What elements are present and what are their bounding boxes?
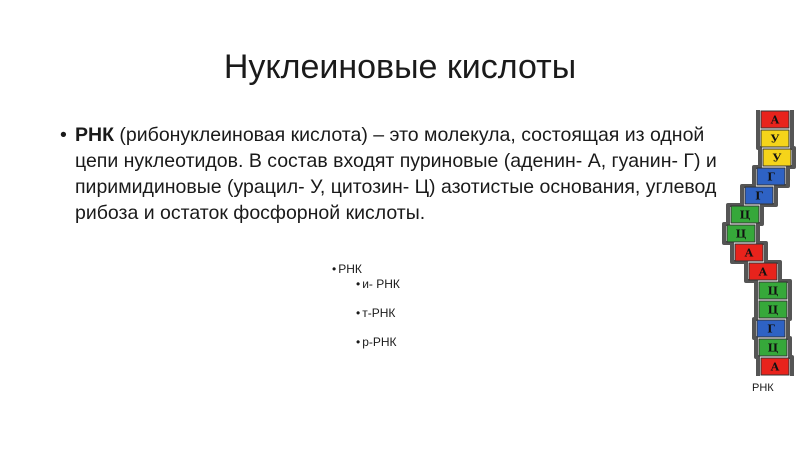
- nucleotide-11: [759, 301, 787, 318]
- nucleotide-2: [761, 130, 789, 147]
- sub-bullet-label: РНК: [338, 262, 362, 276]
- main-bullet: [60, 122, 740, 226]
- nucleotide-1: [761, 111, 789, 128]
- nucleotide-letter: У: [770, 132, 780, 146]
- nucleotide-8: [735, 244, 763, 261]
- nucleotide-6: [731, 206, 759, 223]
- nucleotide-4: [757, 168, 785, 185]
- nucleotide-letter: Г: [767, 170, 775, 184]
- strand-backbone-left: [724, 110, 760, 376]
- sub-bullet-label: и- РНК: [362, 277, 400, 291]
- nucleotide-letter: Ц: [739, 208, 751, 222]
- bullet-dot-icon: •: [356, 277, 361, 291]
- nucleotide-letter: А: [744, 246, 754, 260]
- nucleotide-letter: А: [770, 360, 780, 374]
- nucleotide-10: [759, 282, 787, 299]
- nucleotide-14: [761, 358, 789, 375]
- bullet-term: РНК: [75, 124, 114, 146]
- nucleotide-letter: Ц: [735, 227, 747, 241]
- rna-strand-illustration: [715, 105, 800, 380]
- bullet-dot-icon: •: [60, 124, 67, 146]
- sub-bullet-trna: [356, 306, 395, 320]
- nucleotide-letter: Ц: [767, 341, 779, 355]
- strand-caption: РНК: [752, 382, 774, 394]
- bullet-body: (рибонуклеиновая кислота) – это молекула, состоящая из одной цепи нуклеотидов. В состав входят пуриновые (аденин- А, гуанин- Г) и пиримидиновые (урацил- У, цитозин- Ц) азотистые основания, углевод рибоза и остаток фосфорной кислоты.: [75, 124, 717, 224]
- nucleotide-letter: Ц: [767, 303, 779, 317]
- bullet-dot-icon: •: [356, 306, 361, 320]
- nucleotide-letter: А: [758, 265, 768, 279]
- nucleotide-13: [759, 339, 787, 356]
- nucleotide-letter: Ц: [767, 284, 779, 298]
- nucleotide-letter: А: [770, 113, 780, 127]
- nucleotide-7: [727, 225, 755, 242]
- bullet-dot-icon: •: [356, 335, 361, 349]
- sub-bullet-rrna: [356, 335, 397, 349]
- nucleotide-5: [745, 187, 773, 204]
- slide-title: Нуклеиновые кислоты: [223, 48, 577, 86]
- bullet-dot-icon: •: [332, 262, 337, 276]
- nucleotide-9: [749, 263, 777, 280]
- bullet-text: [60, 122, 740, 226]
- nucleotide-letter: У: [772, 151, 782, 165]
- sub-bullet-label: т-РНК: [362, 306, 396, 320]
- sub-bullet-label: р-РНК: [362, 335, 397, 349]
- nucleotide-letter: Г: [767, 322, 775, 336]
- sub-bullet-rna: [332, 262, 362, 276]
- nucleotide-12: [757, 320, 785, 337]
- nucleotide-letter: Г: [755, 189, 763, 203]
- nucleotide-3: [763, 149, 791, 166]
- sub-bullet-mrna: [356, 277, 400, 291]
